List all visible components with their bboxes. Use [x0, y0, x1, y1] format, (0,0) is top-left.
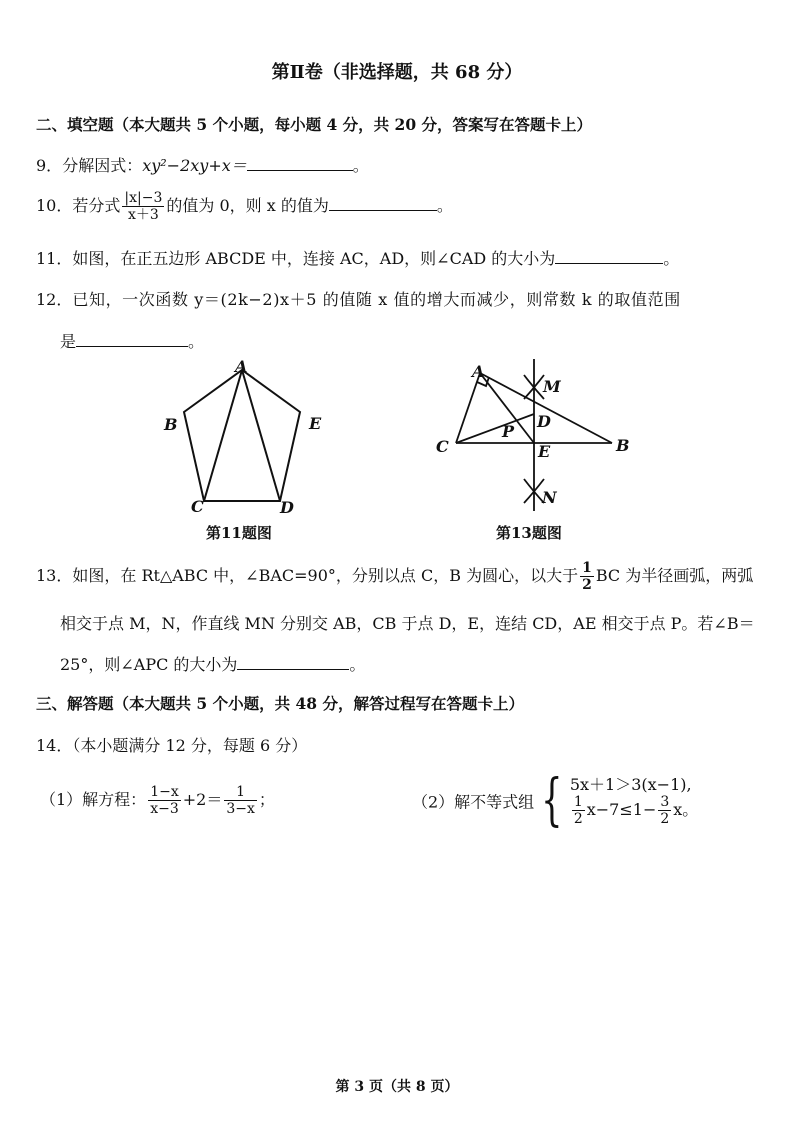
q12-end: 。	[188, 332, 205, 351]
q11-text: 如图，在正五边形 ABCDE 中，连接 AC，AD，则∠CAD 的大小为	[72, 249, 556, 268]
q14-ineq2-frac2	[658, 794, 671, 827]
fig13-label-p: P	[502, 422, 515, 441]
q14-ineq2-f1-den: 2	[573, 811, 583, 828]
q13-frac-denominator: 2	[582, 577, 592, 594]
q14-ineq2-mid: x−7≤1−	[586, 800, 657, 820]
q14-p1-f2-den: 3−x	[226, 801, 255, 818]
q13-frac-numerator: 1	[582, 560, 592, 576]
section-3-heading: 三、解答题（本大题共 5 个小题，共 48 分，解答过程写在答题卡上）	[36, 694, 524, 713]
segment-ad	[242, 370, 280, 501]
q14-ineq2-f2-den: 2	[660, 811, 670, 828]
q13-line1-post: BC 为半径画弧，两弧	[595, 566, 754, 586]
q13-line2: 相交于点 M，N，作直线 MN 分别交 AB，CB 于点 D，E，连结 CD，AE 相交于点 P。若∠B＝	[60, 614, 755, 633]
q13-answer-blank	[237, 655, 349, 670]
q14-ineq2-f2-num: 3	[660, 794, 670, 810]
q10-frac-numerator: |x|−3	[124, 190, 163, 206]
question-9	[36, 153, 369, 176]
q9-number: 9．	[36, 156, 63, 175]
q14-ineq2-end: x。	[673, 800, 699, 820]
q14-part2-label: （2）解不等式组	[412, 792, 535, 812]
q14-p1-f1-num: 1−x	[150, 784, 179, 800]
q10-end: 。	[436, 196, 453, 216]
question-12-line2	[60, 329, 204, 352]
q9-answer-blank	[247, 156, 353, 171]
fig13-label-c: C	[436, 437, 449, 456]
q14-ineq2-frac1	[572, 794, 585, 827]
q14-part1-label: （1）解方程：	[40, 790, 147, 810]
q14-p1-end: ；	[258, 790, 275, 810]
page-footer: 第 3 页（共 8 页）	[335, 1079, 459, 1095]
fig13-label-e: E	[538, 442, 551, 461]
q9-expression: xy²−2xy+x＝	[142, 156, 247, 175]
q10-number: 10．	[36, 196, 73, 216]
pentagon-outline	[184, 370, 300, 501]
question-13	[36, 560, 753, 593]
figure-13-triangle	[430, 355, 640, 520]
fig13-label-n: N	[542, 488, 557, 507]
q13-number: 13．	[36, 566, 73, 586]
q9-text: 分解因式：	[62, 156, 143, 175]
q14-ineq2-f1-num: 1	[573, 794, 583, 810]
q10-frac-denominator: x＋3	[127, 207, 159, 224]
q14-p1-frac-left	[148, 784, 181, 817]
q13-end: 。	[349, 655, 366, 674]
q13-fraction	[580, 560, 594, 593]
q10-answer-blank	[329, 196, 437, 211]
fig13-label-d: D	[537, 412, 551, 431]
segment-ac	[204, 370, 242, 501]
system-brace: {	[541, 768, 563, 833]
page-title: 第Ⅱ卷（非选择题，共 68 分）	[271, 62, 523, 83]
q14-part2	[412, 768, 699, 833]
q10-fraction	[122, 190, 164, 223]
q11-answer-blank	[555, 249, 663, 264]
question-12	[36, 287, 681, 310]
q12-number: 12．	[36, 290, 73, 309]
q9-end: 。	[352, 156, 369, 175]
question-13-line3	[60, 652, 365, 675]
q12-answer-blank	[76, 332, 188, 347]
q12-line2: 是	[60, 332, 77, 351]
fig13-label-m: M	[543, 377, 561, 396]
q14-p1-mid: +2＝	[182, 790, 223, 810]
q14-inequality-1: 5x＋1＞3(x−1),	[569, 774, 692, 794]
q10-post: 的值为 0，则 x 的值为	[166, 196, 329, 216]
figure-11-pentagon	[150, 358, 340, 518]
figure-11-caption: 第11题图	[206, 524, 272, 542]
question-10	[36, 190, 453, 223]
segment-ac	[456, 373, 480, 443]
q13-line1-pre: 如图，在 Rt△ABC 中，∠BAC=90°，分别以点 C，B 为圆心，以大于	[72, 566, 579, 586]
fig11-label-d: D	[280, 498, 294, 517]
q13-line3: 25°，则∠APC 的大小为	[60, 655, 238, 674]
q14-part1	[40, 784, 275, 817]
q14-p1-f1-den: x−3	[150, 801, 179, 818]
fig11-label-a: A	[235, 358, 248, 376]
q14-inequality-system	[570, 775, 698, 827]
fig13-label-b: B	[616, 436, 630, 455]
figure-13-caption: 第13题图	[496, 524, 562, 542]
q14-inequality-2	[570, 794, 698, 827]
q11-number: 11．	[36, 249, 73, 268]
q14-p1-frac-right	[224, 784, 257, 817]
fig11-label-b: B	[164, 415, 178, 434]
fig11-label-e: E	[309, 414, 322, 433]
q11-end: 。	[663, 249, 680, 268]
q14-header: 14．（本小题满分 12 分，每题 6 分）	[36, 736, 308, 755]
q14-p1-f2-num: 1	[224, 784, 257, 801]
q10-pre: 若分式	[72, 196, 121, 216]
section-2-heading: 二、填空题（本大题共 5 个小题，每小题 4 分，共 20 分，答案写在答题卡上）	[36, 115, 593, 134]
question-11	[36, 246, 679, 269]
q12-line1: 已知，一次函数 y＝(2k−2)x＋5 的值随 x 值的增大而减少，则常数 k 的取值范围	[72, 290, 681, 309]
fig11-label-c: C	[191, 497, 204, 516]
fig13-label-a: A	[472, 362, 485, 381]
